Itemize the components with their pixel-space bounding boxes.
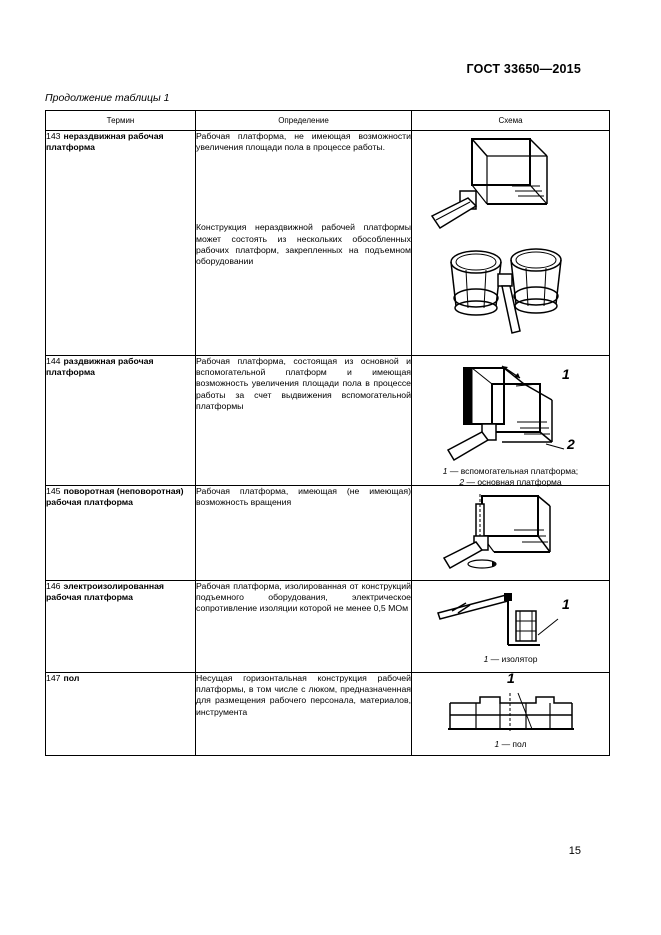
definition-note: Конструкция нераздвижной рабочей платформы может состоять из нескольких обособленных рабочих платформ, закрепленных на подъемном оборудовании xyxy=(196,222,411,267)
term-cell xyxy=(46,131,196,356)
definition-cell xyxy=(196,356,412,486)
figure-legend xyxy=(412,466,609,487)
figure-legend xyxy=(412,739,609,750)
term-cell xyxy=(46,486,196,581)
table-row xyxy=(46,673,610,756)
table-row xyxy=(46,581,610,673)
definition-cell xyxy=(196,673,412,756)
figure-legend xyxy=(412,654,609,665)
legend-item xyxy=(412,466,609,477)
definition-text: Рабочая платформа, состоящая из основной и вспомогательной платформ и имеющая возможность увеличения площади пола в процессе работы за счет выдвижения вспомогательной платформы xyxy=(196,356,411,411)
figure-label-1: 1 xyxy=(562,596,570,612)
term-cell xyxy=(46,356,196,486)
table-caption: Продолжение таблицы 1 xyxy=(45,92,170,104)
schema-cell xyxy=(412,131,610,356)
definition-cell xyxy=(196,486,412,581)
legend-text: — изолятор xyxy=(488,654,538,664)
term-name: раздвижная рабочая платформа xyxy=(46,356,154,378)
figure-label-2: 2 xyxy=(567,436,575,452)
term-cell xyxy=(46,673,196,756)
column-header-schema: Схема xyxy=(412,111,610,131)
schema-cell xyxy=(412,670,610,756)
table-row xyxy=(46,356,610,486)
definition-text: Рабочая платформа, не имеющая возможности увеличения площади пола в процессе работы. xyxy=(196,131,411,153)
legend-text: — пол xyxy=(499,739,527,749)
legend-text: — основная платформа xyxy=(464,476,562,487)
definition-text: Рабочая платформа, имеющая (не имеющая) возможность вращения xyxy=(196,486,411,508)
definition-text: Рабочая платформа, изолированная от конструкций подъемного оборудования, электрическое сопротивление изоляции которой не менее 0,5 МОм xyxy=(196,581,411,614)
table-header-row xyxy=(46,111,610,131)
non-extendable-platform-drawing xyxy=(432,136,592,346)
term-number: 145 xyxy=(46,486,61,496)
figure-label-1: 1 xyxy=(507,670,515,686)
legend-text: — вспомогательная платформа; xyxy=(447,466,579,476)
legend-number: 1 xyxy=(442,466,448,476)
term-number: 143 xyxy=(46,131,61,141)
legend-number: 2 xyxy=(459,476,465,487)
term-cell xyxy=(46,581,196,673)
legend-number: 1 xyxy=(483,654,489,664)
term-name: нераздвижная рабочая платформа xyxy=(46,131,164,153)
column-header-definition: Определение xyxy=(196,111,412,131)
term-name: пол xyxy=(63,673,80,683)
schema-cell xyxy=(412,581,610,673)
definition-cell xyxy=(196,131,412,356)
floor-drawing xyxy=(446,689,576,733)
term-number: 146 xyxy=(46,581,61,591)
schema-cell xyxy=(412,486,610,581)
legend-item xyxy=(412,739,609,750)
legend-item xyxy=(412,654,609,665)
terms-table xyxy=(45,110,610,756)
legend-number: 1 xyxy=(494,739,500,749)
term-number: 147 xyxy=(46,673,61,683)
column-header-term: Термин xyxy=(46,111,196,131)
rotating-platform-drawing xyxy=(440,492,580,576)
term-number: 144 xyxy=(46,356,61,366)
document-id: ГОСТ 33650—2015 xyxy=(466,62,581,76)
page-number: 15 xyxy=(568,845,581,857)
table-row xyxy=(46,486,610,581)
definition-text: Несущая горизонтальная конструкция рабочей платформы, в том числе с люком, предназначенная для размещения рабочего персонала, материалов, инструмента xyxy=(196,673,411,717)
term-name: поворотная (неповоротная) рабочая платформа xyxy=(46,486,184,508)
schema-cell xyxy=(412,356,610,486)
table-row xyxy=(46,131,610,356)
term-name: электроизолированная рабочая платформа xyxy=(46,581,164,603)
definition-cell xyxy=(196,581,412,673)
figure-label-1: 1 xyxy=(562,366,570,382)
extendable-platform-drawing xyxy=(442,362,582,462)
